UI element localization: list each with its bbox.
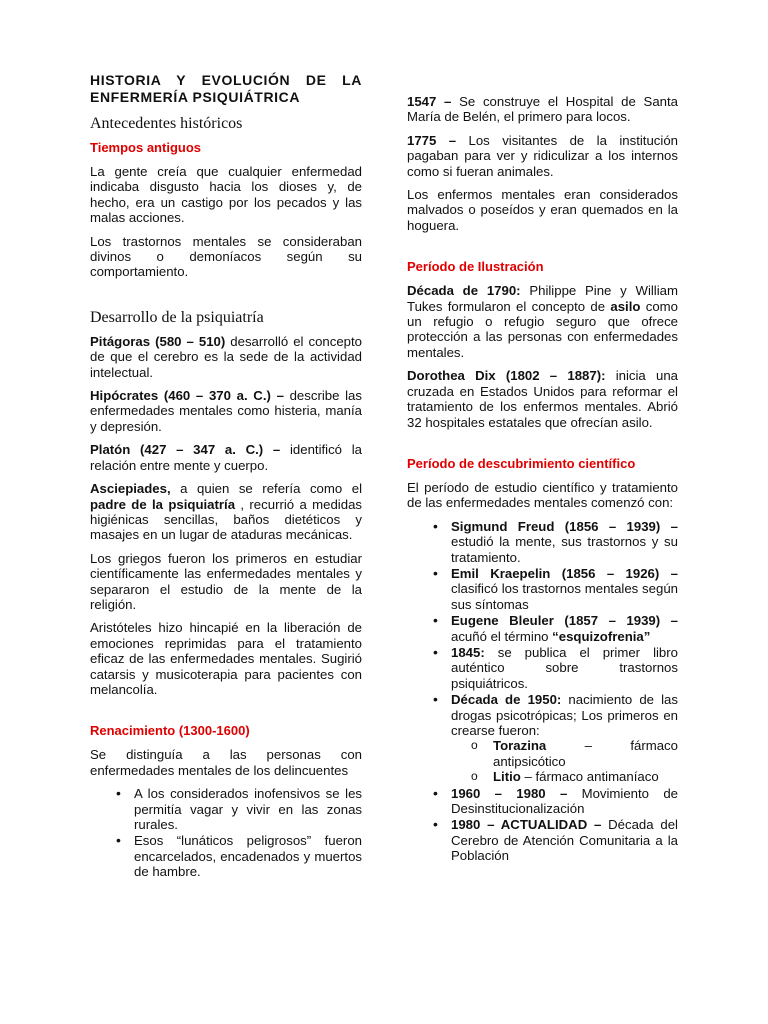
list-item xyxy=(451,645,678,691)
y1960-label: 1960 – 1980 – xyxy=(451,785,568,801)
y1845-label: 1845: xyxy=(451,644,485,660)
antecedentes-heading: Antecedentes históricos xyxy=(90,115,243,132)
list-item xyxy=(451,613,678,644)
asclepiades-text-2: , recurrió a medidas higiénicas sencillas, baños dietéticos y masajes en un lugar de ataduras mecánicas. xyxy=(90,496,362,543)
renacimiento-list xyxy=(90,786,362,879)
platon-label: Platón (427 – 347 a. C.) – xyxy=(90,442,281,458)
pitagoras-label: Pitágoras (580 – 510) xyxy=(90,333,226,349)
enfermos-paragraph: Los enfermos mentales eran considerados malvados o poseídos y eran quemados en la hoguera. xyxy=(407,187,678,233)
asilo-label: asilo xyxy=(610,298,641,314)
torazina-label: Torazina xyxy=(493,738,547,754)
list-item xyxy=(451,692,678,784)
asclepiades-text-1: a quien se refería como el xyxy=(170,481,362,497)
asclepiades-label: Asciepiades, xyxy=(90,481,171,497)
y1547-text: Se construye el Hospital de Santa María de Belén, el primero para locos. xyxy=(407,94,678,125)
left-column xyxy=(90,72,362,888)
sublist-item xyxy=(493,769,678,784)
hipocrates-text: describe las enfermedades mentales como histeria, manía y depresión. xyxy=(90,388,362,434)
tiempos-paragraph-1: La gente creía que cualquier enfermedad indicaba disgusto hacia los dioses y, de hecho, era un castigo por los pecados y las malas acciones. xyxy=(90,164,362,226)
litio-text: – fármaco antimaníaco xyxy=(520,769,659,785)
y1547-paragraph xyxy=(407,94,678,125)
freud-text: estudió la mente, sus trastornos y su tratamiento. xyxy=(451,534,678,565)
kraepelin-text: clasificó los trastornos mentales según sus síntomas xyxy=(451,581,678,612)
list-item: • A los considerados inofensivos se les permitía vagar y vivir en las zonas rurales. xyxy=(134,786,362,832)
list-item xyxy=(451,519,678,565)
drogas-sublist xyxy=(451,738,678,784)
renacimiento-heading: Renacimiento (1300-1600) xyxy=(90,723,250,739)
y1547-label: 1547 – xyxy=(407,94,452,109)
y1980-label: 1980 – ACTUALIDAD – xyxy=(451,817,602,833)
pitagoras-text: desarrolló el concepto de que el cerebro es la sede de la actividad intelectual. xyxy=(90,333,362,380)
d1790-paragraph xyxy=(407,283,678,360)
bleuler-text: acuñó el término xyxy=(451,628,553,644)
document-title: HISTORIA Y EVOLUCIÓN DE LA ENFERMERÍA PSIQUIÁTRICA xyxy=(90,72,362,105)
torazina-text: – fármaco antipsicótico xyxy=(493,738,678,769)
y1980-text: Década del Cerebro de Atención Comunitaria a la Población xyxy=(451,817,678,864)
list-item: • Esos “lunáticos peligrosos” fueron encarcelados, encadenados y muertos de hambre. xyxy=(134,833,362,879)
litio-label: Litio xyxy=(493,769,521,785)
y1960-text: Movimiento de Desinstitucionalización xyxy=(451,785,678,817)
descubrimiento-paragraph: El período de estudio científico y tratamiento de las enfermedades mentales comenzó con: xyxy=(407,479,678,511)
descubrimiento-heading: Período de descubrimiento científico xyxy=(407,455,636,471)
hipocrates-paragraph xyxy=(90,388,362,434)
platon-text: identificó la relación entre mente y cuerpo. xyxy=(90,442,362,473)
list-item xyxy=(451,786,678,817)
y1775-paragraph xyxy=(407,133,678,179)
d1790-label: Década de 1790: xyxy=(407,283,521,299)
aristoteles-paragraph: Aristóteles hizo hincapié en la liberación de emociones reprimidas para el tratamiento eficaz de las enfermedades mentales. Sugirió catarsis y musicoterapia para pacientes con melancolía. xyxy=(90,620,362,697)
d1790-text-2: como un refugio o refugio seguro que ofrece protección a las personas con enfermedades mentales. xyxy=(407,298,678,360)
griegos-paragraph: Los griegos fueron los primeros en estudiar científicamente las enfermedades mentales y separaron el estudio de la mente de la religión. xyxy=(90,550,362,612)
pitagoras-paragraph xyxy=(90,334,362,380)
d1790-text-1: Philippe Pine y William Tukes formularon el concepto de xyxy=(407,283,678,314)
descubrimiento-list xyxy=(407,519,678,864)
desarrollo-heading: Desarrollo de la psiquiatría xyxy=(90,308,264,326)
y1775-text: Los visitantes de la institución pagaban para ver y ridiculizar a los internos como si fueran animales. xyxy=(407,132,678,179)
dix-paragraph xyxy=(407,368,678,430)
dix-label: Dorothea Dix (1802 – 1887): xyxy=(407,368,606,384)
y1845-text: se publica el primer libro auténtico sobre trastornos psiquiátricos. xyxy=(451,644,678,691)
tiempos-paragraph-2: Los trastornos mentales se consideraban divinos o demoníacos según su comportamiento. xyxy=(90,233,362,280)
renacimiento-paragraph: Se distinguía a las personas con enfermedades mentales de los delincuentes xyxy=(90,747,362,778)
dix-text: inicia una cruzada en Estados Unidos para reformar el tratamiento de los enfermos mentales. Abrió 32 hospitales estatales que ofrecían asilo. xyxy=(407,368,678,430)
asclepiades-paragraph xyxy=(90,481,362,543)
bleuler-label: Eugene Bleuler (1857 – 1939) – xyxy=(451,613,678,629)
hipocrates-label: Hipócrates (460 – 370 a. C.) – xyxy=(90,388,284,404)
sublist-item xyxy=(493,738,678,769)
d1950-label: Década de 1950: xyxy=(451,692,562,708)
list-item xyxy=(451,817,678,863)
right-column xyxy=(407,94,678,872)
tiempos-antiguos-heading: Tiempos antiguos xyxy=(90,140,201,155)
list-item xyxy=(451,566,678,612)
padre-psiquiatria-label: padre de la psiquiatría xyxy=(90,496,236,512)
esquizofrenia-label: “esquizofrenia” xyxy=(552,628,651,644)
ilustracion-heading: Período de Ilustración xyxy=(407,259,544,275)
platon-paragraph xyxy=(90,442,362,473)
d1950-text: nacimiento de las drogas psicotrópicas; Los primeros en crearse fueron: xyxy=(451,692,678,738)
kraepelin-label: Emil Kraepelin (1856 – 1926) – xyxy=(451,565,678,581)
freud-label: Sigmund Freud (1856 – 1939) – xyxy=(451,518,678,534)
y1775-label: 1775 – xyxy=(407,132,457,148)
